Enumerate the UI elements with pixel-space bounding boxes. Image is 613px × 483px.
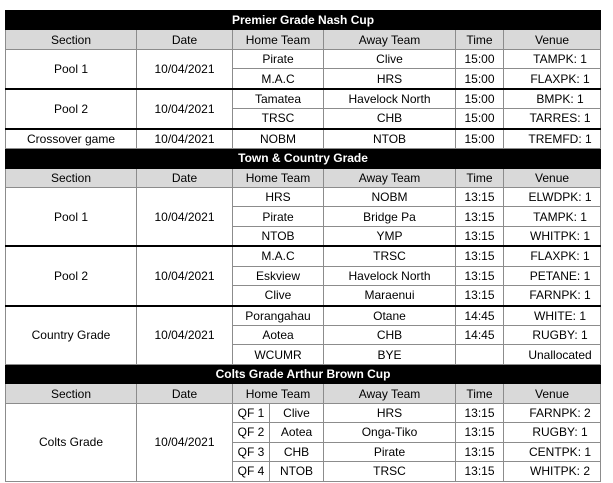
home-team-cell: Clive bbox=[233, 286, 324, 306]
away-team-cell: BYE bbox=[324, 345, 456, 364]
date-header: Date bbox=[137, 30, 233, 49]
venue-header: Venue bbox=[504, 168, 601, 187]
venue-cell: FLAXPK: 1 bbox=[504, 246, 601, 266]
venue-cell: TARRES: 1 bbox=[504, 109, 601, 129]
time-cell: 15:00 bbox=[456, 129, 504, 149]
time-header: Time bbox=[456, 30, 504, 49]
match-row bbox=[6, 306, 601, 326]
venue-cell: RUGBY: 1 bbox=[504, 423, 601, 442]
home-team-cell: Tamatea bbox=[233, 89, 324, 109]
date-cell: 10/04/2021 bbox=[137, 129, 233, 149]
home-team-header: Home Team bbox=[233, 384, 324, 403]
column-header-row bbox=[6, 384, 601, 403]
away-team-cell: Maraenui bbox=[324, 286, 456, 306]
time-cell: 15:00 bbox=[456, 49, 504, 68]
column-header-row bbox=[6, 168, 601, 187]
time-cell: 13:15 bbox=[456, 187, 504, 206]
away-team-header: Away Team bbox=[324, 30, 456, 49]
quarter-final-label: QF 3 bbox=[233, 442, 270, 461]
away-team-cell: Onga-Tiko bbox=[324, 423, 456, 442]
venue-cell: TREMFD: 1 bbox=[504, 129, 601, 149]
away-team-cell: TRSC bbox=[324, 462, 456, 481]
time-cell: 13:15 bbox=[456, 403, 504, 422]
time-cell: 15:00 bbox=[456, 69, 504, 89]
time-cell bbox=[456, 345, 504, 364]
home-team-cell: Clive bbox=[270, 403, 324, 422]
grade-title: Town & Country Grade bbox=[6, 149, 601, 168]
match-row bbox=[6, 187, 601, 206]
section-cell: Pool 1 bbox=[6, 187, 137, 246]
home-team-header: Home Team bbox=[233, 30, 324, 49]
time-header: Time bbox=[456, 168, 504, 187]
away-team-cell: Pirate bbox=[324, 442, 456, 461]
time-cell: 13:15 bbox=[456, 286, 504, 306]
home-team-cell: Aotea bbox=[233, 326, 324, 345]
time-header: Time bbox=[456, 384, 504, 403]
column-header-row bbox=[6, 30, 601, 49]
venue-cell: FLAXPK: 1 bbox=[504, 69, 601, 89]
away-team-cell: CHB bbox=[324, 109, 456, 129]
away-team-cell: NOBM bbox=[324, 187, 456, 206]
date-cell: 10/04/2021 bbox=[137, 187, 233, 246]
away-team-header: Away Team bbox=[324, 168, 456, 187]
match-row bbox=[6, 49, 601, 68]
date-cell: 10/04/2021 bbox=[137, 246, 233, 305]
away-team-cell: Havelock North bbox=[324, 266, 456, 285]
grade-title-row bbox=[6, 149, 601, 168]
time-cell: 14:45 bbox=[456, 306, 504, 326]
time-cell: 14:45 bbox=[456, 326, 504, 345]
venue-header: Venue bbox=[504, 30, 601, 49]
grade-title-row bbox=[6, 364, 601, 383]
date-cell: 10/04/2021 bbox=[137, 49, 233, 88]
home-team-cell: NTOB bbox=[270, 462, 324, 481]
venue-cell: PETANE: 1 bbox=[504, 266, 601, 285]
time-cell: 15:00 bbox=[456, 89, 504, 109]
section-header: Section bbox=[6, 30, 137, 49]
quarter-final-label: QF 1 bbox=[233, 403, 270, 422]
home-team-cell: NOBM bbox=[233, 129, 324, 149]
away-team-cell: Havelock North bbox=[324, 89, 456, 109]
away-team-cell: Otane bbox=[324, 306, 456, 326]
venue-cell: FARNPK: 1 bbox=[504, 286, 601, 306]
time-cell: 15:00 bbox=[456, 109, 504, 129]
venue-cell: TAMPK: 1 bbox=[504, 49, 601, 68]
venue-cell: TAMPK: 1 bbox=[504, 207, 601, 226]
home-team-cell: Pirate bbox=[233, 49, 324, 68]
away-team-cell: NTOB bbox=[324, 129, 456, 149]
venue-cell: Unallocated bbox=[504, 345, 601, 364]
away-team-cell: HRS bbox=[324, 69, 456, 89]
venue-cell: CENTPK: 1 bbox=[504, 442, 601, 461]
home-team-cell: Pirate bbox=[233, 207, 324, 226]
fixtures-table bbox=[5, 10, 601, 482]
section-cell: Colts Grade bbox=[6, 403, 137, 481]
match-row bbox=[6, 403, 601, 422]
date-cell: 10/04/2021 bbox=[137, 403, 233, 481]
venue-cell: WHITPK: 1 bbox=[504, 226, 601, 246]
grade-title: Colts Grade Arthur Brown Cup bbox=[6, 364, 601, 383]
home-team-cell: TRSC bbox=[233, 109, 324, 129]
section-cell: Pool 2 bbox=[6, 89, 137, 129]
match-row bbox=[6, 89, 601, 109]
time-cell: 13:15 bbox=[456, 266, 504, 285]
home-team-cell: M.A.C bbox=[233, 69, 324, 89]
away-team-cell: Clive bbox=[324, 49, 456, 68]
time-cell: 13:15 bbox=[456, 462, 504, 481]
away-team-cell: TRSC bbox=[324, 246, 456, 266]
venue-cell: WHITE: 1 bbox=[504, 306, 601, 326]
away-team-cell: CHB bbox=[324, 326, 456, 345]
home-team-cell: HRS bbox=[233, 187, 324, 206]
section-cell: Country Grade bbox=[6, 306, 137, 365]
date-header: Date bbox=[137, 168, 233, 187]
away-team-header: Away Team bbox=[324, 384, 456, 403]
home-team-cell: Aotea bbox=[270, 423, 324, 442]
home-team-cell: WCUMR bbox=[233, 345, 324, 364]
home-team-cell: NTOB bbox=[233, 226, 324, 246]
time-cell: 13:15 bbox=[456, 207, 504, 226]
home-team-cell: Porangahau bbox=[233, 306, 324, 326]
venue-cell: BMPK: 1 bbox=[504, 89, 601, 109]
quarter-final-label: QF 2 bbox=[233, 423, 270, 442]
date-cell: 10/04/2021 bbox=[137, 89, 233, 129]
time-cell: 13:15 bbox=[456, 246, 504, 266]
quarter-final-label: QF 4 bbox=[233, 462, 270, 481]
away-team-cell: Bridge Pa bbox=[324, 207, 456, 226]
home-team-cell: M.A.C bbox=[233, 246, 324, 266]
home-team-cell: Eskview bbox=[233, 266, 324, 285]
away-team-cell: YMP bbox=[324, 226, 456, 246]
venue-cell: ELWDPK: 1 bbox=[504, 187, 601, 206]
grade-title-row bbox=[6, 11, 601, 30]
grade-title: Premier Grade Nash Cup bbox=[6, 11, 601, 30]
section-cell: Crossover game bbox=[6, 129, 137, 149]
away-team-cell: HRS bbox=[324, 403, 456, 422]
time-cell: 13:15 bbox=[456, 226, 504, 246]
home-team-header: Home Team bbox=[233, 168, 324, 187]
time-cell: 13:15 bbox=[456, 442, 504, 461]
section-cell: Pool 1 bbox=[6, 49, 137, 88]
time-cell: 13:15 bbox=[456, 423, 504, 442]
match-row bbox=[6, 246, 601, 266]
date-header: Date bbox=[137, 384, 233, 403]
venue-cell: FARNPK: 2 bbox=[504, 403, 601, 422]
venue-cell: WHITPK: 2 bbox=[504, 462, 601, 481]
home-team-cell: CHB bbox=[270, 442, 324, 461]
section-header: Section bbox=[6, 384, 137, 403]
section-cell: Pool 2 bbox=[6, 246, 137, 305]
match-row bbox=[6, 129, 601, 149]
date-cell: 10/04/2021 bbox=[137, 306, 233, 365]
venue-header: Venue bbox=[504, 384, 601, 403]
section-header: Section bbox=[6, 168, 137, 187]
venue-cell: RUGBY: 1 bbox=[504, 326, 601, 345]
